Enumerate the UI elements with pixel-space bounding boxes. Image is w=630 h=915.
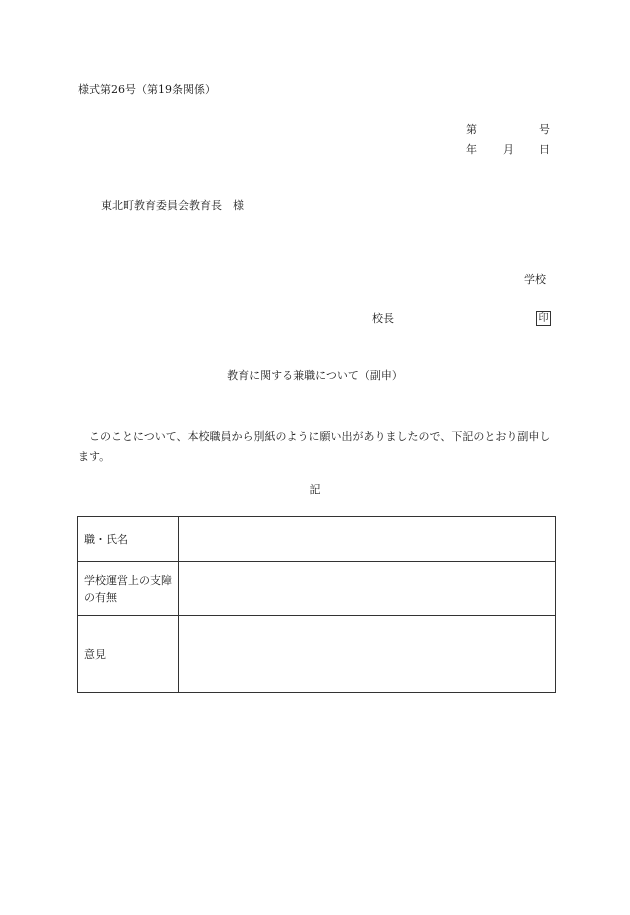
row-value-opinion — [179, 616, 556, 693]
form-number: 様式第26号（第19条関係） — [78, 83, 216, 96]
table-row — [78, 616, 556, 693]
ki-heading: 記 — [309, 483, 321, 496]
row-label-opinion: 意見 — [78, 616, 179, 693]
document-number-line — [466, 124, 550, 144]
seal-mark: 印 — [536, 311, 551, 326]
row-label-impact: 学校運営上の支障の有無 — [78, 562, 179, 616]
body-text: このことについて、本校職員から別紙のように願い出がありましたので、下記のとおり副申します。 — [78, 430, 551, 463]
table-row — [78, 562, 556, 616]
table-row — [78, 517, 556, 562]
date-month: 月 — [503, 143, 514, 156]
number-suffix: 号 — [539, 123, 550, 136]
document-subject: 教育に関する兼職について（副申） — [227, 369, 403, 382]
row-label-name: 職・氏名 — [78, 517, 179, 562]
number-prefix: 第 — [466, 123, 477, 136]
date-year: 年 — [466, 143, 477, 156]
date-line — [466, 144, 550, 164]
principal-label: 校長 — [372, 312, 394, 325]
addressee: 東北町教育委員会教育長 様 — [101, 199, 244, 212]
detail-table — [77, 516, 556, 693]
reference-block — [466, 124, 550, 164]
school-name: 学校 — [524, 273, 546, 286]
row-value-name — [179, 517, 556, 562]
date-day: 日 — [539, 143, 550, 156]
row-value-impact — [179, 562, 556, 616]
